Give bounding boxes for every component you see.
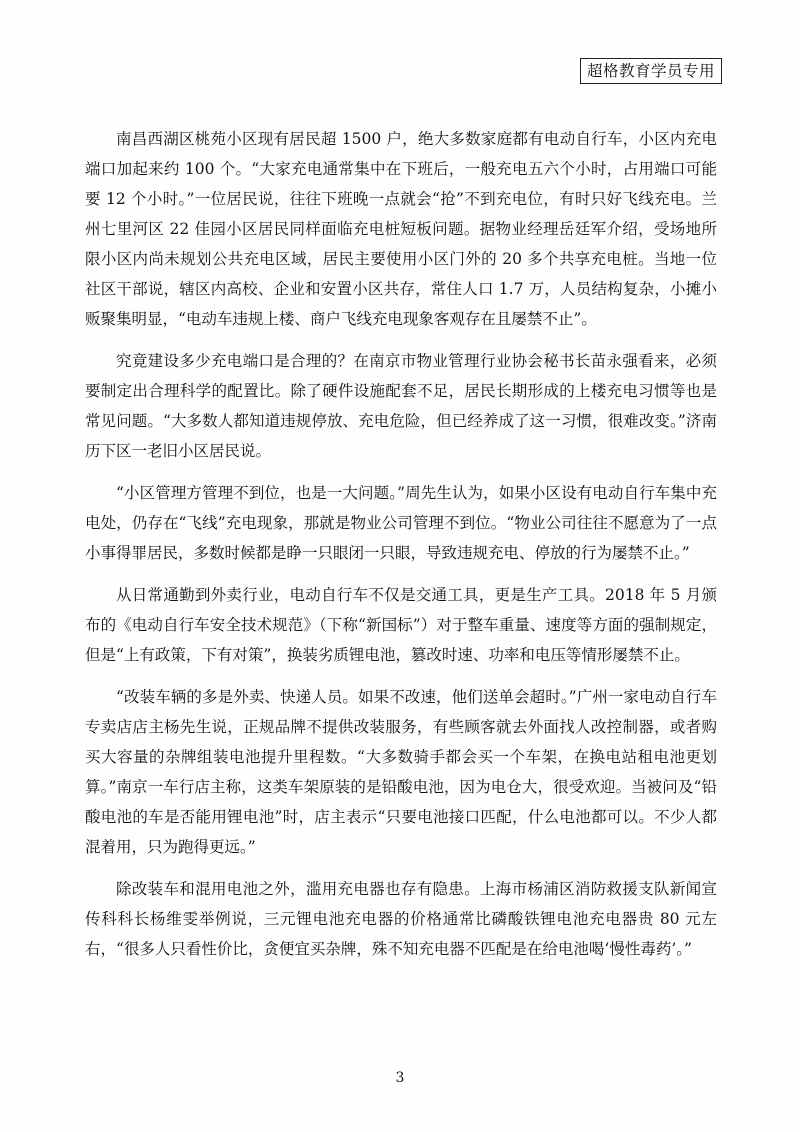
paragraph-6: 除改装车和混用电池之外，滥用充电器也存有隐患。上海市杨浦区消防救援支队新闻宣传科科长杨维雯举例说，三元锂电池充电器的价格通常比磷酸铁锂电池充电器贵 80 元左右，“很多人只看性价比，贪便宜买杂牌，殊不知充电器不匹配是在给电池喝‘慢性毒药’。” — [85, 880, 717, 958]
paragraph-3: “小区管理方管理不到位，也是一大问题。”周先生认为，如果小区设有电动自行车集中充电处，仍存在“飞线”充电现象，那就是物业公司管理不到位。“物业公司往往不愿意为了一点小事得罪居民，多数时候都是睁一只眼闭一只眼，导致违规充电、停放的行为屡禁不止。” — [85, 484, 717, 562]
paragraph-1: 南昌西湖区桃苑小区现有居民超 1500 户，绝大多数家庭都有电动自行车，小区内充电端口加起来约 100 个。“大家充电通常集中在下班后，一般充电五六个小时，占用端口可能要 12 个小时。”一位居民说，往往下班晚一点就会“抢”不到充电位，有时只好飞线充电。兰州七里河区 22 佳园小区居民同样面临充电桩短板问题。据物业经理岳廷军介绍，受场地所限小区内尚未规划公共充电区域，居民主要使用小区门外的 20 多个共享充电桩。当地一位社区干部说，辖区内高校、企业和安置小区共存，常住人口 1.7 万，人员结构复杂，小摊小贩聚集明显，“电动车违规上楼、商户飞线充电现象客观存在且屡禁不止”。 — [85, 130, 717, 328]
article-body — [85, 124, 717, 976]
watermark-stamp: 超格教育学员专用 — [580, 58, 722, 84]
page-number: 3 — [395, 1070, 405, 1086]
paragraph-4: 从日常通勤到外卖行业，电动自行车不仅是交通工具，更是生产工具。2018 年 5 月颁布的《电动自行车安全技术规范》（下称“新国标”）对于整车重量、速度等方面的强制规定，但是“上有政策，下有对策”，换装劣质锂电池，篡改时速、功率和电压等情形屡禁不止。 — [85, 586, 717, 664]
paragraph-2: 究竟建设多少充电端口是合理的？在南京市物业管理行业协会秘书长苗永强看来，必须要制定出合理科学的配置比。除了硬件设施配套不足，居民长期形成的上楼充电习惯等也是常见问题。“大多数人都知道违规停放、充电危险，但已经养成了这一习惯，很难改变。”济南历下区一老旧小区居民说。 — [85, 352, 717, 460]
paragraph-5: “改装车辆的多是外卖、快递人员。如果不改速，他们送单会超时。”广州一家电动自行车专卖店店主杨先生说，正规品牌不提供改装服务，有些顾客就去外面找人改控制器，或者购买大容量的杂牌组装电池提升里程数。“大多数骑手都会买一个车架，在换电站租电池更划算。”南京一车行店主称，这类车架原装的是铅酸电池，因为电仓大，很受欢迎。当被问及“铅酸电池的车是否能用锂电池”时，店主表示“只要电池接口匹配，什么电池都可以。不少人都混着用，只为跑得更远。” — [85, 688, 717, 856]
